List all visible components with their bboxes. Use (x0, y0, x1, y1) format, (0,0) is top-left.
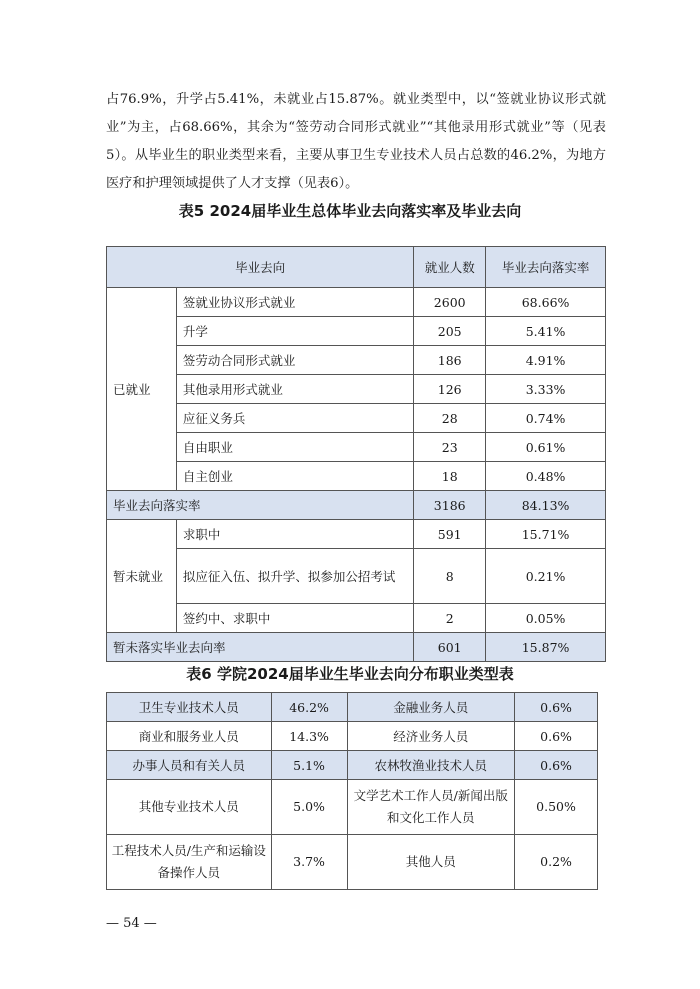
row-rate: 0.74% (486, 404, 606, 433)
table-row (107, 375, 606, 404)
table-row (107, 780, 598, 835)
occupation-a: 办事人员和有关人员 (107, 751, 272, 780)
row-type: 自由职业 (176, 433, 413, 462)
row-type: 求职中 (176, 520, 413, 549)
subtotal-label: 毕业去向落实率 (107, 491, 414, 520)
row-count: 2 (414, 604, 486, 633)
header-count: 就业人数 (414, 247, 486, 288)
occupation-a: 商业和服务业人员 (107, 722, 272, 751)
percent-b: 0.50% (515, 780, 598, 835)
occupation-a: 其他专业技术人员 (107, 780, 272, 835)
row-type: 签劳动合同形式就业 (176, 346, 413, 375)
row-type: 签就业协议形式就业 (176, 288, 413, 317)
percent-b: 0.6% (515, 751, 598, 780)
row-type: 应征义务兵 (176, 404, 413, 433)
table5-graduate-destinations (106, 246, 606, 662)
occupation-a: 工程技术人员/生产和运输设备操作人员 (107, 835, 272, 890)
row-rate: 5.41% (486, 317, 606, 346)
total-label: 暂未落实毕业去向率 (107, 633, 414, 662)
table-row (107, 346, 606, 375)
table-row (107, 462, 606, 491)
row-count: 2600 (414, 288, 486, 317)
table-row (107, 835, 598, 890)
percent-a: 14.3% (271, 722, 347, 751)
row-count: 126 (414, 375, 486, 404)
header-rate: 毕业去向落实率 (486, 247, 606, 288)
row-count: 186 (414, 346, 486, 375)
table-row (107, 722, 598, 751)
occupation-b: 其他人员 (347, 835, 515, 890)
row-rate: 0.48% (486, 462, 606, 491)
table-row (107, 604, 606, 633)
table5-caption: 表5 2024届毕业生总体毕业去向落实率及毕业去向 (178, 202, 522, 220)
row-count: 23 (414, 433, 486, 462)
table-row (107, 549, 606, 604)
row-type: 升学 (176, 317, 413, 346)
employed-group-label: 已就业 (107, 288, 177, 491)
percent-b: 0.6% (515, 693, 598, 722)
occupation-b: 文学艺术工作人员/新闻出版和文化工作人员 (347, 780, 515, 835)
percent-a: 5.1% (271, 751, 347, 780)
row-type: 其他录用形式就业 (176, 375, 413, 404)
occupation-a: 卫生专业技术人员 (107, 693, 272, 722)
table6-caption: 表6 学院2024届毕业生毕业去向分布职业类型表 (186, 665, 514, 683)
table-row (107, 520, 606, 549)
total-rate: 15.87% (486, 633, 606, 662)
occupation-b: 金融业务人员 (347, 693, 515, 722)
row-rate: 0.61% (486, 433, 606, 462)
row-type: 自主创业 (176, 462, 413, 491)
table-row (107, 751, 598, 780)
row-type: 签约中、求职中 (176, 604, 413, 633)
percent-a: 3.7% (271, 835, 347, 890)
percent-b: 0.2% (515, 835, 598, 890)
row-rate: 0.21% (486, 549, 606, 604)
occupation-b: 农林牧渔业技术人员 (347, 751, 515, 780)
row-rate: 3.33% (486, 375, 606, 404)
row-count: 591 (414, 520, 486, 549)
percent-a: 5.0% (271, 780, 347, 835)
header-destination: 毕业去向 (107, 247, 414, 288)
subtotal-row (107, 491, 606, 520)
percent-a: 46.2% (271, 693, 347, 722)
total-count: 601 (414, 633, 486, 662)
body-paragraph: 占76.9%，升学占5.41%，未就业占15.87%。就业类型中，以“签就业协议形式就业”为主，占68.66%，其余为“签劳动合同形式就业”“其他录用形式就业”等（见表5）。从毕业生的职业类型来看，主要从事卫生专业技术人员占总数的46.2%，为地方医疗和护理领域提供了人才支撑（见表6）。 (106, 92, 606, 191)
row-type: 拟应征入伍、拟升学、拟参加公招考试 (176, 549, 413, 604)
table-row (107, 288, 606, 317)
unemployed-group-label: 暂未就业 (107, 520, 177, 633)
row-rate: 68.66% (486, 288, 606, 317)
subtotal-count: 3186 (414, 491, 486, 520)
row-rate: 0.05% (486, 604, 606, 633)
total-row (107, 633, 606, 662)
row-count: 28 (414, 404, 486, 433)
table6-occupation-types (106, 692, 598, 890)
table-row (107, 693, 598, 722)
row-rate: 4.91% (486, 346, 606, 375)
row-rate: 15.71% (486, 520, 606, 549)
row-count: 18 (414, 462, 486, 491)
row-count: 205 (414, 317, 486, 346)
occupation-b: 经济业务人员 (347, 722, 515, 751)
row-count: 8 (414, 549, 486, 604)
page-number: — 54 — (106, 916, 157, 931)
table-row (107, 433, 606, 462)
table5-header-row (107, 247, 606, 288)
percent-b: 0.6% (515, 722, 598, 751)
table-row (107, 404, 606, 433)
table-row (107, 317, 606, 346)
subtotal-rate: 84.13% (486, 491, 606, 520)
